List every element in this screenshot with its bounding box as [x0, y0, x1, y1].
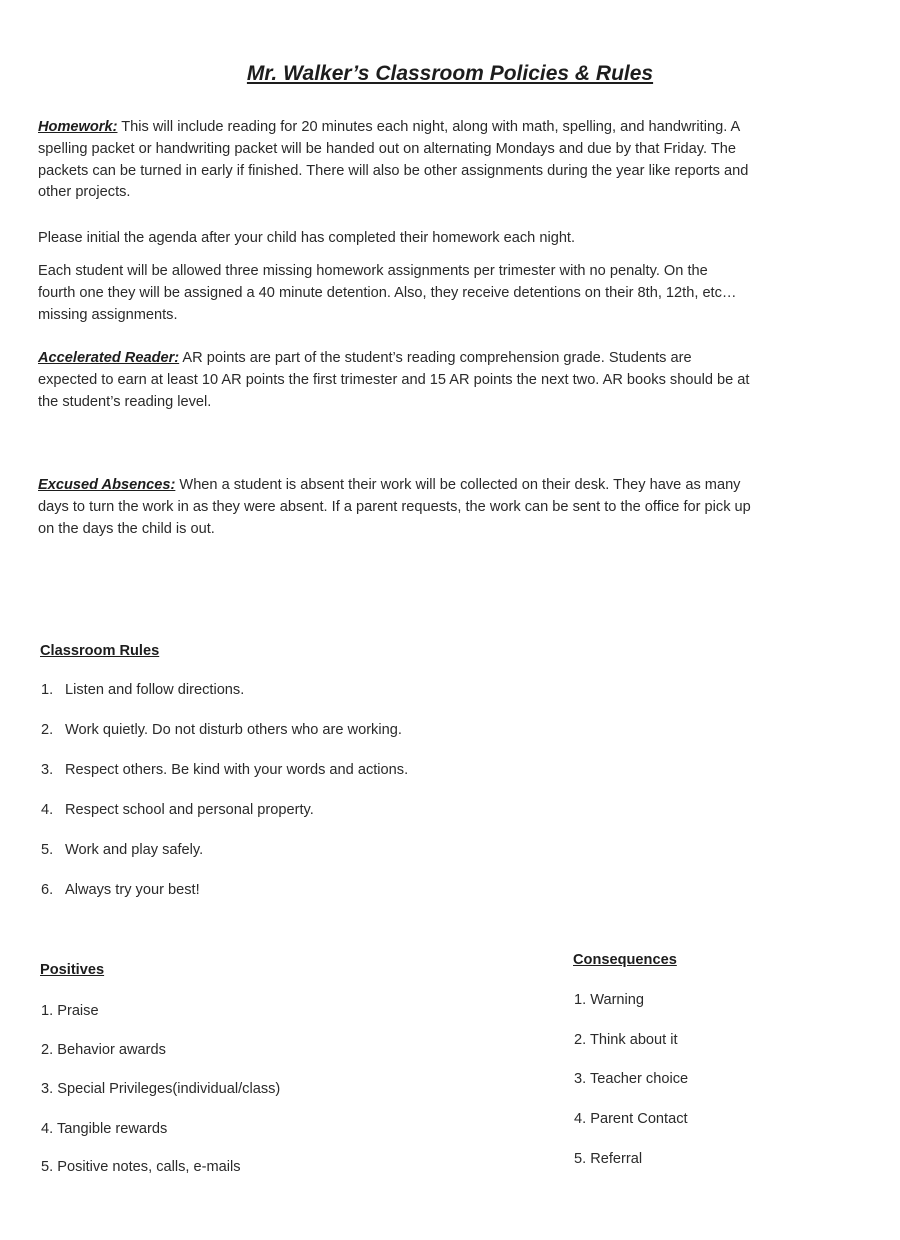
ar-text: AR points are part of the student’s reading comprehension grade. Students are — [179, 350, 692, 366]
accelerated-reader-section — [38, 348, 868, 413]
absences-text: on the days the child is out. — [38, 520, 215, 537]
item-text: Listen and follow directions. — [65, 682, 245, 698]
excused-absences-section — [38, 475, 868, 540]
absences-label: Excused Absences: — [38, 477, 176, 493]
item-text: Work quietly. Do not disturb others who are working. — [65, 722, 402, 738]
list-item: 4. Parent Contact — [574, 1111, 688, 1127]
consequences-heading: Consequences — [573, 952, 677, 968]
missing-text: Each student will be allowed three missing homework assignments per trimester with no penalty. On the — [38, 263, 708, 279]
ar-text: expected to earn at least 10 AR points the first trimester and 15 AR points the next two. AR books should be at — [38, 371, 750, 388]
classroom-rules-heading: Classroom Rules — [40, 643, 160, 659]
absences-text: When a student is absent their work will be collected on their desk. They have as many — [175, 477, 741, 493]
absences-text: days to turn the work in as they were absent. If a parent requests, the work can be sent to the office for pick up — [38, 498, 751, 515]
item-text: Respect others. Be kind with your words and actions. — [65, 762, 409, 778]
item-number: 3. — [41, 762, 54, 778]
homework-text: spelling packet or handwriting packet will be handed out on alternating Mondays and due by that Friday. The — [38, 140, 736, 157]
ar-text: the student’s reading level. — [38, 393, 212, 410]
list-item: 5. Positive notes, calls, e-mails — [41, 1159, 241, 1175]
missing-text: missing assignments. — [38, 306, 178, 323]
list-item: 5. Referral — [574, 1151, 643, 1167]
item-text: Always try your best! — [65, 882, 200, 898]
list-item — [41, 722, 402, 738]
homework-text: packets can be turned in early if finished. There will also be other assignments during the year like reports and — [38, 162, 749, 179]
list-item — [41, 882, 200, 898]
list-item — [41, 802, 314, 818]
missing-homework-policy — [38, 261, 868, 326]
homework-text: This will include reading for 20 minutes each night, along with math, spelling, and handwriting. A — [117, 119, 741, 135]
initial-note — [38, 228, 868, 250]
missing-text: fourth one they will be assigned a 40 minute detention. Also, they receive detentions on their 8th, 12th, etc… — [38, 284, 737, 301]
homework-section — [38, 117, 868, 204]
homework-label: Homework: — [38, 119, 118, 135]
ar-label: Accelerated Reader: — [38, 350, 180, 366]
positives-heading: Positives — [40, 962, 105, 978]
list-item: 2. Behavior awards — [41, 1042, 166, 1058]
homework-text: other projects. — [38, 184, 131, 201]
list-item: 3. Teacher choice — [574, 1071, 689, 1087]
list-item — [41, 682, 244, 698]
item-number: 6. — [41, 882, 54, 898]
list-item: 1. Praise — [41, 1003, 99, 1019]
page-title: Mr. Walker’s Classroom Policies & Rules — [246, 62, 654, 85]
item-text: Work and play safely. — [65, 842, 204, 858]
item-number: 2. — [41, 722, 54, 738]
list-item: 3. Special Privileges(individual/class) — [41, 1081, 281, 1097]
list-item: 1. Warning — [574, 992, 645, 1008]
item-number: 4. — [41, 802, 54, 818]
list-item — [41, 842, 203, 858]
list-item: 4. Tangible rewards — [41, 1121, 168, 1137]
initial-note-text: Please initial the agenda after your child has completed their homework each night. — [38, 230, 576, 246]
item-number: 5. — [41, 842, 54, 858]
item-text: Respect school and personal property. — [65, 802, 314, 818]
list-item — [41, 762, 408, 778]
item-number: 1. — [41, 682, 54, 698]
list-item: 2. Think about it — [574, 1032, 678, 1048]
